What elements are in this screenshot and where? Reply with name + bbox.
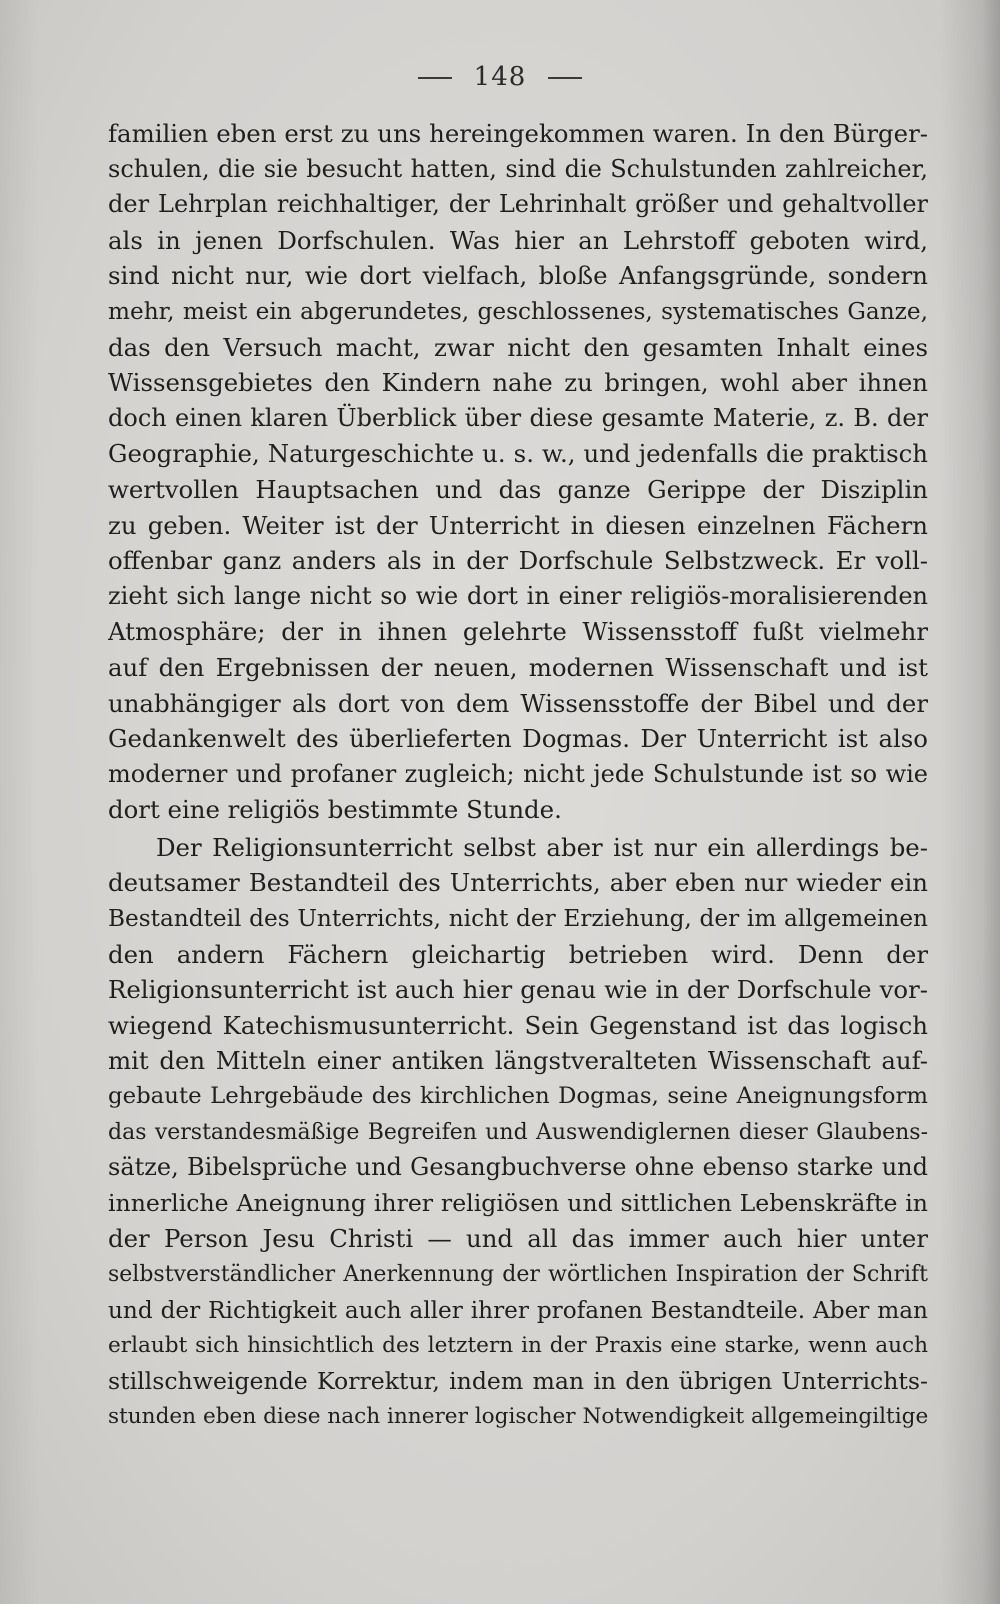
text-line: der Person Jesu Christi — und all das immer auch hier unter [108, 1224, 928, 1254]
text-line: Gedankenwelt des überlieferten Dogmas. Der Unterricht ist also [108, 724, 928, 754]
page-edge-shadow [940, 0, 1000, 1604]
text-line: innerliche Aneignung ihrer religiösen und sittlichen Lebenskräfte in [108, 1188, 928, 1217]
text-line: Atmosphäre; der in ihnen gelehrte Wissensstoff fußt vielmehr [108, 617, 928, 647]
text-line: Wissensgebietes den Kindern nahe zu bringen, wohl aber ihnen [108, 368, 928, 398]
paragraph-2 [108, 830, 928, 1435]
text-line: deutsamer Bestandteil des Unterrichts, aber eben nur wieder ein [108, 868, 928, 898]
text-line: Geographie, Naturgeschichte u. s. w., und jedenfalls die praktisch [108, 439, 928, 469]
text-line: stillschweigende Korrektur, indem man in den übrigen Unterrichts- [108, 1366, 928, 1395]
text-line: dort eine religiös bestimmte Stunde. [108, 795, 562, 825]
text-line: familien eben erst zu uns hereingekommen waren. In den Bürger- [108, 119, 928, 148]
page-number: 148 [473, 62, 527, 92]
text-line: das verstandesmäßige Begreifen und Auswendiglernen dieser Glaubens- [108, 1119, 928, 1145]
text-line: und der Richtigkeit auch aller ihrer profanen Bestandteile. Aber man [108, 1296, 928, 1324]
text-line: erlaubt sich hinsichtlich des letztern in der Praxis eine starke, wenn auch [108, 1333, 928, 1359]
text-line: gebaute Lehrgebäude des kirchlichen Dogmas, seine Aneignungsform [108, 1083, 928, 1110]
text-line: Bestandteil des Unterrichts, nicht der Erziehung, der im allgemeinen [108, 905, 928, 933]
gutter-shadow [0, 0, 40, 1604]
text-line: schulen, die sie besucht hatten, sind die Schulstunden zahlreicher, [108, 154, 928, 183]
text-line: mit den Mitteln einer antiken längstveralteten Wissenschaft auf- [108, 1046, 928, 1076]
text-line: Der Religionsunterricht selbst aber ist nur ein allerdings be- [156, 832, 928, 862]
text-line: mehr, meist ein abgerundetes, geschlossenes, systematisches Ganze, [108, 297, 928, 325]
text-line: doch einen klaren Überblick über diese gesamte Materie, z. B. der [108, 403, 928, 432]
text-line: den andern Fächern gleichartig betrieben wird. Denn der [108, 939, 928, 969]
text-line: der Lehrplan reichhaltiger, der Lehrinhalt größer und gehaltvoller [108, 190, 928, 219]
text-line: moderner und profaner zugleich; nicht jede Schulstunde ist so wie [108, 759, 928, 788]
paragraph-1 [108, 116, 928, 828]
header-dash-left [418, 77, 452, 79]
body-text [108, 116, 928, 1435]
text-line: stunden eben diese nach innerer logischer Notwendigkeit allgemeingiltige [108, 1404, 928, 1430]
text-line: auf den Ergebnissen der neuen, modernen Wissenschaft und ist [108, 652, 928, 682]
text-line: selbstverständlicher Anerkennung der wörtlichen Inspiration der Schrift [108, 1262, 928, 1287]
page-header [0, 62, 1000, 92]
text-line: wertvollen Hauptsachen und das ganze Gerippe der Disziplin [108, 474, 928, 504]
header-dash-right [548, 77, 582, 79]
text-line: unabhängiger als dort von dem Wissensstoffe der Bibel und der [108, 688, 928, 718]
text-line: sind nicht nur, wie dort vielfach, bloße Anfangsgründe, sondern [108, 261, 928, 291]
text-line: sätze, Bibelsprüche und Gesangbuchverse ohne ebenso starke und [108, 1153, 928, 1182]
text-line: wiegend Katechismusunterricht. Sein Gegenstand ist das logisch [108, 1010, 928, 1040]
text-line: zu geben. Weiter ist der Unterricht in diesen einzelnen Fächern [108, 510, 928, 540]
text-line: das den Versuch macht, zwar nicht den gesamten Inhalt eines [108, 332, 928, 362]
text-line: offenbar ganz anders als in der Dorfschule Selbstzweck. Er voll- [108, 546, 928, 576]
text-line: als in jenen Dorfschulen. Was hier an Lehrstoff geboten wird, [108, 225, 928, 255]
text-line: zieht sich lange nicht so wie dort in einer religiös-moralisierenden [108, 581, 928, 610]
text-line: Religionsunterricht ist auch hier genau wie in der Dorfschule vor- [108, 975, 928, 1005]
